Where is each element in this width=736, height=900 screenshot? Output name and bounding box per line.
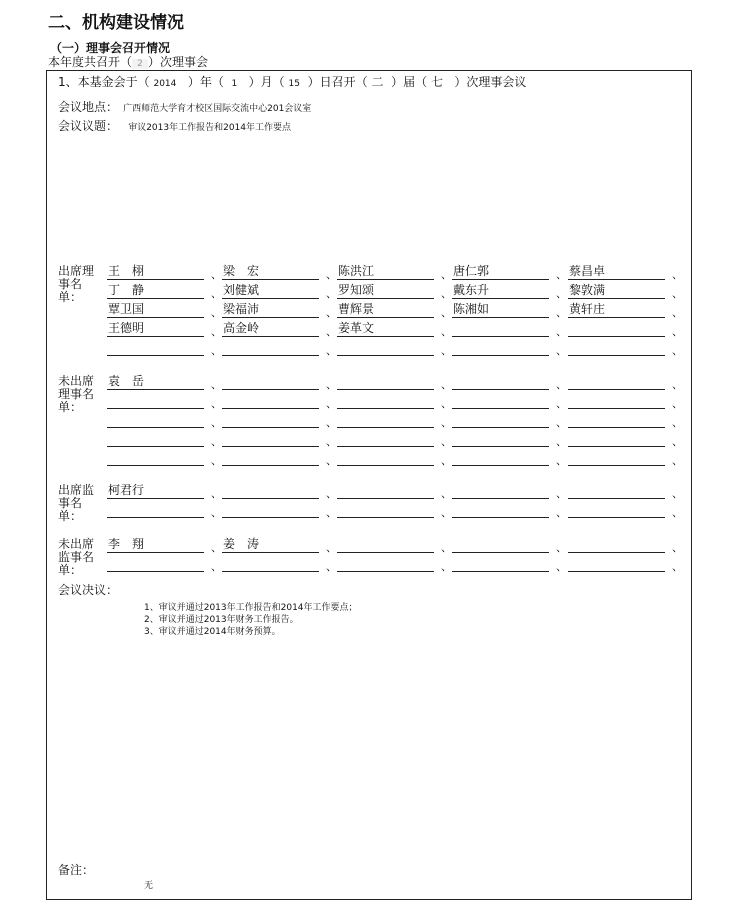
meeting-session[interactable]: 二 (371, 75, 384, 89)
name-separator: 、 (672, 541, 683, 554)
attendee-name-field[interactable] (107, 502, 204, 518)
resolution-label: 会议决议： (58, 583, 119, 597)
name-separator: 、 (672, 506, 683, 519)
topic-line (58, 115, 291, 134)
resolution-item: 2、审议并通过2013年财务工作报告。 (144, 615, 299, 625)
attendee-name-field[interactable] (222, 393, 319, 409)
name-separator: 、 (326, 306, 337, 319)
attendee-name-field[interactable] (452, 556, 549, 572)
name-separator: 、 (211, 287, 222, 300)
meeting-day[interactable]: 15 (288, 79, 300, 89)
name-separator: 、 (441, 306, 452, 319)
name-separator: 、 (556, 487, 567, 500)
section-title: 二、机构建设情况 (48, 13, 184, 33)
attendance-group-label: 未出席监事名单： (58, 537, 95, 577)
name-separator: 、 (672, 487, 683, 500)
count-suffix: ）次理事会 (148, 55, 209, 69)
name-separator: 、 (672, 560, 683, 573)
attendee-name-field[interactable] (568, 450, 665, 466)
attendee-name-field[interactable] (568, 340, 665, 356)
remarks-value[interactable]: 无 (144, 881, 154, 891)
attendee-name-field[interactable]: 罗知颂 (337, 283, 434, 299)
attendee-name-field[interactable] (337, 556, 434, 572)
attendee-name-field[interactable] (222, 412, 319, 428)
attendee-name-field[interactable] (337, 431, 434, 447)
attendee-name-field[interactable]: 唐仁郭 (452, 264, 549, 280)
name-separator: 、 (672, 344, 683, 357)
attendee-name-field[interactable]: 柯君行 (107, 483, 204, 499)
location-value[interactable]: 广西师范大学育才校区国际交流中心201会议室 (123, 104, 312, 114)
attendee-name-field[interactable] (452, 450, 549, 466)
attendee-name-field[interactable] (337, 502, 434, 518)
name-separator: 、 (672, 416, 683, 429)
attendee-name-field[interactable] (568, 556, 665, 572)
name-separator: 、 (211, 268, 222, 281)
meeting-text-5: ）届（ (391, 75, 428, 89)
name-separator: 、 (326, 397, 337, 410)
name-separator: 、 (672, 378, 683, 391)
meeting-count-value[interactable]: 2 (132, 59, 148, 69)
name-separator: 、 (326, 435, 337, 448)
name-separator: 、 (672, 287, 683, 300)
name-separator: 、 (672, 435, 683, 448)
attendee-name-field[interactable] (222, 483, 319, 499)
attendee-name-field[interactable]: 戴东升 (452, 283, 549, 299)
name-separator: 、 (211, 435, 222, 448)
attendee-name-field[interactable] (222, 502, 319, 518)
name-separator: 、 (441, 344, 452, 357)
name-separator: 、 (441, 487, 452, 500)
name-separator: 、 (211, 506, 222, 519)
name-separator: 、 (441, 268, 452, 281)
name-separator: 、 (326, 416, 337, 429)
subsection-title: （一）理事会召开情况 (50, 41, 171, 55)
attendee-name-field[interactable] (452, 431, 549, 447)
name-separator: 、 (326, 325, 337, 338)
attendee-name-field[interactable] (568, 483, 665, 499)
meeting-text-2: ）年（ (187, 75, 224, 89)
meeting-month[interactable]: 1 (231, 79, 238, 89)
name-separator: 、 (556, 268, 567, 281)
attendance-group-label: 出席理事名单： (58, 264, 95, 304)
attendee-name-field[interactable] (568, 393, 665, 409)
name-separator: 、 (556, 506, 567, 519)
name-separator: 、 (211, 397, 222, 410)
attendee-name-field[interactable] (222, 556, 319, 572)
attendee-name-field[interactable] (568, 374, 665, 390)
attendee-name-field[interactable] (452, 537, 549, 553)
name-separator: 、 (441, 325, 452, 338)
name-separator: 、 (672, 397, 683, 410)
name-separator: 、 (672, 454, 683, 467)
attendance-group-label: 出席监事名单： (58, 483, 95, 523)
name-separator: 、 (211, 378, 222, 391)
attendee-name-field[interactable] (107, 556, 204, 572)
attendee-name-field[interactable]: 黄轩庄 (568, 302, 665, 318)
name-separator: 、 (556, 344, 567, 357)
name-separator: 、 (211, 344, 222, 357)
name-separator: 、 (326, 344, 337, 357)
attendee-name-field[interactable]: 刘健斌 (222, 283, 319, 299)
attendee-name-field[interactable] (452, 502, 549, 518)
name-separator: 、 (556, 397, 567, 410)
name-separator: 、 (211, 541, 222, 554)
attendee-name-field[interactable] (568, 321, 665, 337)
attendee-name-field[interactable]: 陈洪江 (337, 264, 434, 280)
name-separator: 、 (672, 306, 683, 319)
attendee-name-field[interactable]: 袁 岳 (107, 374, 204, 390)
attendee-name-field[interactable]: 王 栩 (107, 264, 204, 280)
name-separator: 、 (326, 506, 337, 519)
location-line (58, 96, 311, 115)
name-separator: 、 (441, 287, 452, 300)
name-separator: 、 (211, 454, 222, 467)
attendee-name-field[interactable] (107, 393, 204, 409)
attendee-name-field[interactable] (337, 450, 434, 466)
name-separator: 、 (211, 306, 222, 319)
name-separator: 、 (672, 268, 683, 281)
attendee-name-field[interactable] (222, 431, 319, 447)
topic-label: 会议议题： (58, 119, 119, 133)
name-separator: 、 (441, 560, 452, 573)
attendee-name-field[interactable] (452, 340, 549, 356)
name-separator: 、 (556, 378, 567, 391)
topic-value[interactable]: 审议2013年工作报告和2014年工作要点 (128, 123, 291, 133)
attendee-name-field[interactable] (337, 483, 434, 499)
attendee-name-field[interactable] (107, 450, 204, 466)
attendee-name-field[interactable] (222, 374, 319, 390)
name-separator: 、 (326, 487, 337, 500)
name-separator: 、 (441, 435, 452, 448)
name-separator: 、 (441, 541, 452, 554)
attendee-name-field[interactable]: 陈湘如 (452, 302, 549, 318)
meeting-info-line (58, 73, 526, 90)
attendee-name-field[interactable] (337, 537, 434, 553)
attendee-name-field[interactable]: 李 翔 (107, 537, 204, 553)
attendee-name-field[interactable]: 高金岭 (222, 321, 319, 337)
attendee-name-field[interactable]: 王德明 (107, 321, 204, 337)
attendee-name-field[interactable] (568, 502, 665, 518)
attendee-name-field[interactable] (452, 483, 549, 499)
attendee-name-field[interactable] (452, 321, 549, 337)
attendee-name-field[interactable] (222, 450, 319, 466)
attendee-name-field[interactable] (337, 412, 434, 428)
resolution-item: 3、审议并通过2014年财务预算。 (144, 627, 281, 637)
name-separator: 、 (326, 268, 337, 281)
remarks-label: 备注： (58, 863, 95, 877)
name-separator: 、 (326, 378, 337, 391)
name-separator: 、 (326, 560, 337, 573)
meeting-text-3: ）月（ (248, 75, 285, 89)
location-label: 会议地点： (58, 100, 119, 114)
attendee-name-field[interactable]: 姜革文 (337, 321, 434, 337)
name-separator: 、 (441, 454, 452, 467)
name-separator: 、 (326, 541, 337, 554)
attendee-name-field[interactable]: 黎敦满 (568, 283, 665, 299)
name-separator: 、 (556, 435, 567, 448)
attendee-name-field[interactable]: 梁 宏 (222, 264, 319, 280)
name-separator: 、 (211, 560, 222, 573)
attendee-name-field[interactable] (222, 340, 319, 356)
attendee-name-field[interactable] (107, 431, 204, 447)
attendee-name-field[interactable]: 姜 涛 (222, 537, 319, 553)
name-separator: 、 (326, 287, 337, 300)
resolution-item: 1、审议并通过2013年工作报告和2014年工作要点； (144, 603, 358, 613)
name-separator: 、 (556, 416, 567, 429)
resolution-list (144, 602, 358, 638)
name-separator: 、 (556, 287, 567, 300)
attendee-name-field[interactable] (568, 431, 665, 447)
attendee-name-field[interactable]: 蔡昌卓 (568, 264, 665, 280)
attendee-name-field[interactable]: 丁 静 (107, 283, 204, 299)
attendee-name-field[interactable] (452, 393, 549, 409)
name-separator: 、 (672, 325, 683, 338)
attendee-name-field[interactable] (107, 340, 204, 356)
attendee-name-field[interactable] (452, 412, 549, 428)
name-separator: 、 (556, 325, 567, 338)
meeting-text-6: ）次理事会议 (454, 75, 527, 89)
attendee-name-field[interactable] (568, 412, 665, 428)
attendance-group-label: 未出席理事名单： (58, 374, 95, 414)
attendee-name-field[interactable] (337, 340, 434, 356)
count-prefix: 本年度共召开（ (48, 55, 133, 69)
attendee-name-field[interactable] (568, 537, 665, 553)
meeting-count-line (48, 53, 208, 70)
attendee-name-field[interactable] (337, 393, 434, 409)
name-separator: 、 (441, 416, 452, 429)
attendee-name-field[interactable] (337, 374, 434, 390)
meeting-year[interactable]: 2014 (153, 79, 177, 89)
name-separator: 、 (441, 506, 452, 519)
name-separator: 、 (556, 541, 567, 554)
attendee-name-field[interactable] (452, 374, 549, 390)
meeting-text-1: 1、本基金会于（ (58, 75, 150, 89)
name-separator: 、 (211, 487, 222, 500)
attendee-name-field[interactable]: 曹辉景 (337, 302, 434, 318)
attendee-name-field[interactable] (107, 412, 204, 428)
name-separator: 、 (556, 454, 567, 467)
attendee-name-field[interactable]: 梁福沛 (222, 302, 319, 318)
name-separator: 、 (441, 378, 452, 391)
name-separator: 、 (556, 560, 567, 573)
name-separator: 、 (441, 397, 452, 410)
meeting-text-4: ）日召开（ (307, 75, 368, 89)
attendee-name-field[interactable]: 覃卫国 (107, 302, 204, 318)
name-separator: 、 (211, 325, 222, 338)
meeting-ordinal[interactable]: 七 (430, 75, 443, 89)
name-separator: 、 (556, 306, 567, 319)
name-separator: 、 (326, 454, 337, 467)
name-separator: 、 (211, 416, 222, 429)
